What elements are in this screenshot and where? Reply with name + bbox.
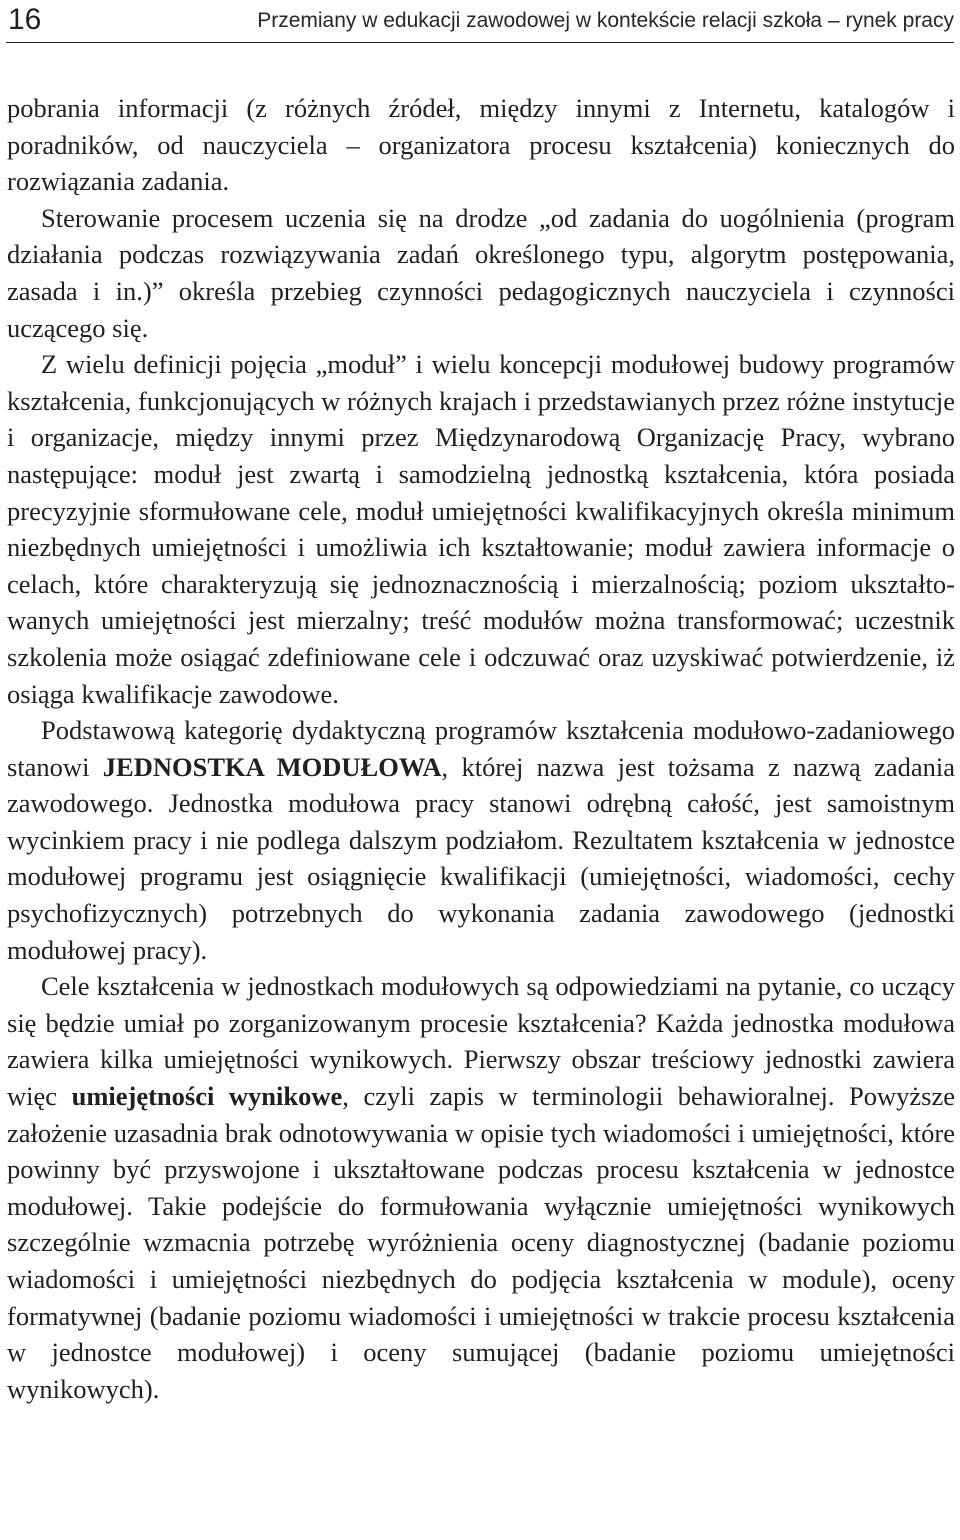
paragraph-text: , czyli zapis w terminologii behawioralnej. Powyższe założenie uzasadnia brak odnotowywania w opisie tych wiadomości i umiejętności, które powinny być przyswojone i ukształtowane podczas procesu kształcenia w jednostce modułowej. Takie podejście do formułowania wyłącznie umiejętności wynikowych szczególnie wzmacnia potrzebę wyróżnienia oceny diagnostycznej (badanie poziomu wiadomości i umiejętności niezbędnych do podjęcia kształcenia w module), oceny formatywnej (badanie poziomu wiadomości i umiejętności w trakcie procesu kształcenia w jednostce modułowej) i oceny sumującej (badanie poziomu umiejętności wynikowych). xyxy=(7,1081,955,1404)
paragraph-cele-ksztalcenia xyxy=(7,968,955,1407)
body-text xyxy=(7,90,955,1407)
running-title: Przemiany w edukacji zawodowej w kontekście relacji szkoła – rynek pracy xyxy=(257,9,954,32)
paragraph-jednostka-modulowa xyxy=(7,712,955,968)
page-number: 16 xyxy=(8,3,42,36)
bold-term-umiejetnosci-wynikowe: umiejętności wynikowe xyxy=(71,1081,343,1112)
paragraph-text: Cele kształcenia w jednostkach modułowych są odpowiedziami na pytanie, co uczący się będzie umiał po zorganizowanym procesie kształcenia? Każda jednostka modułowa zawiera kilka umiejętności wynikowych. Pierwszy obszar treściowy jednostki zawiera więc xyxy=(7,971,955,1112)
paragraph-text: , której nazwa jest tożsama z nazwą zadania zawodowego. Jednostka modułowa pracy stanowi odrębną całość, jest samoistnym wycinkiem pracy i nie podlega dalszym podziałom. Rezultatem kształcenia w jednostce modułowej programu jest osiągnięcie kwalifikacji (umiejętności, wiadomości, cechy psychofizycznych) potrzebnych do wykonania zadania zawodowego (jednostki modułowej pracy). xyxy=(7,751,955,965)
page-header xyxy=(6,0,954,50)
paragraph-continuation: pobrania informacji (z różnych źródeł, między innymi z Internetu, katalogów i poradników, od nauczyciela – organizatora procesu kształcenia) koniecznych do rozwiązania zadania. xyxy=(7,93,955,197)
header-rule xyxy=(6,42,954,43)
paragraph-sterowanie: Sterowanie procesem uczenia się na drodze „od zadania do uogólnienia (program działania podczas rozwiązywania zadań określonego typu, algorytm postępowania, zasada i in.)” określa przebieg czynności pedagogicznych nauczyciela i czynności uczącego się. xyxy=(7,202,955,343)
paragraph-text: Podstawową kategorię dydaktyczną programów kształcenia modułowo-zadaniowego stanowi xyxy=(7,715,955,782)
paragraph-modul-definition: Z wielu definicji pojęcia „moduł” i wielu koncepcji modułowej budowy programów kształcenia, funkcjonujących w różnych krajach i przedstawianych przez różne instytucje i organizacje, między innymi przez Międzynarodową Organizację Pracy, wybrano następujące: moduł jest zwartą i samodzielną jednostką kształcenia, która posiada precyzyjnie sformułowane cele, moduł umiejętności kwalifikacyjnych określa minimum niezbędnych umiejętności i umożliwia ich kształtowanie; moduł zawiera informacje o celach, które charakteryzują się jednoznacznością i mierzalnością; poziom ukształtowanych umiejętności jest mierzalny; treść modułów można transformować; uczestnik szkolenia może osiągać zdefiniowane cele i odczuwać oraz uzyskiwać potwierdzenie, iż osiąga kwalifikacje zawodowe. xyxy=(7,349,955,709)
bold-term-jednostka-modulowa: JEDNOSTKA MODUŁOWA xyxy=(102,751,442,782)
